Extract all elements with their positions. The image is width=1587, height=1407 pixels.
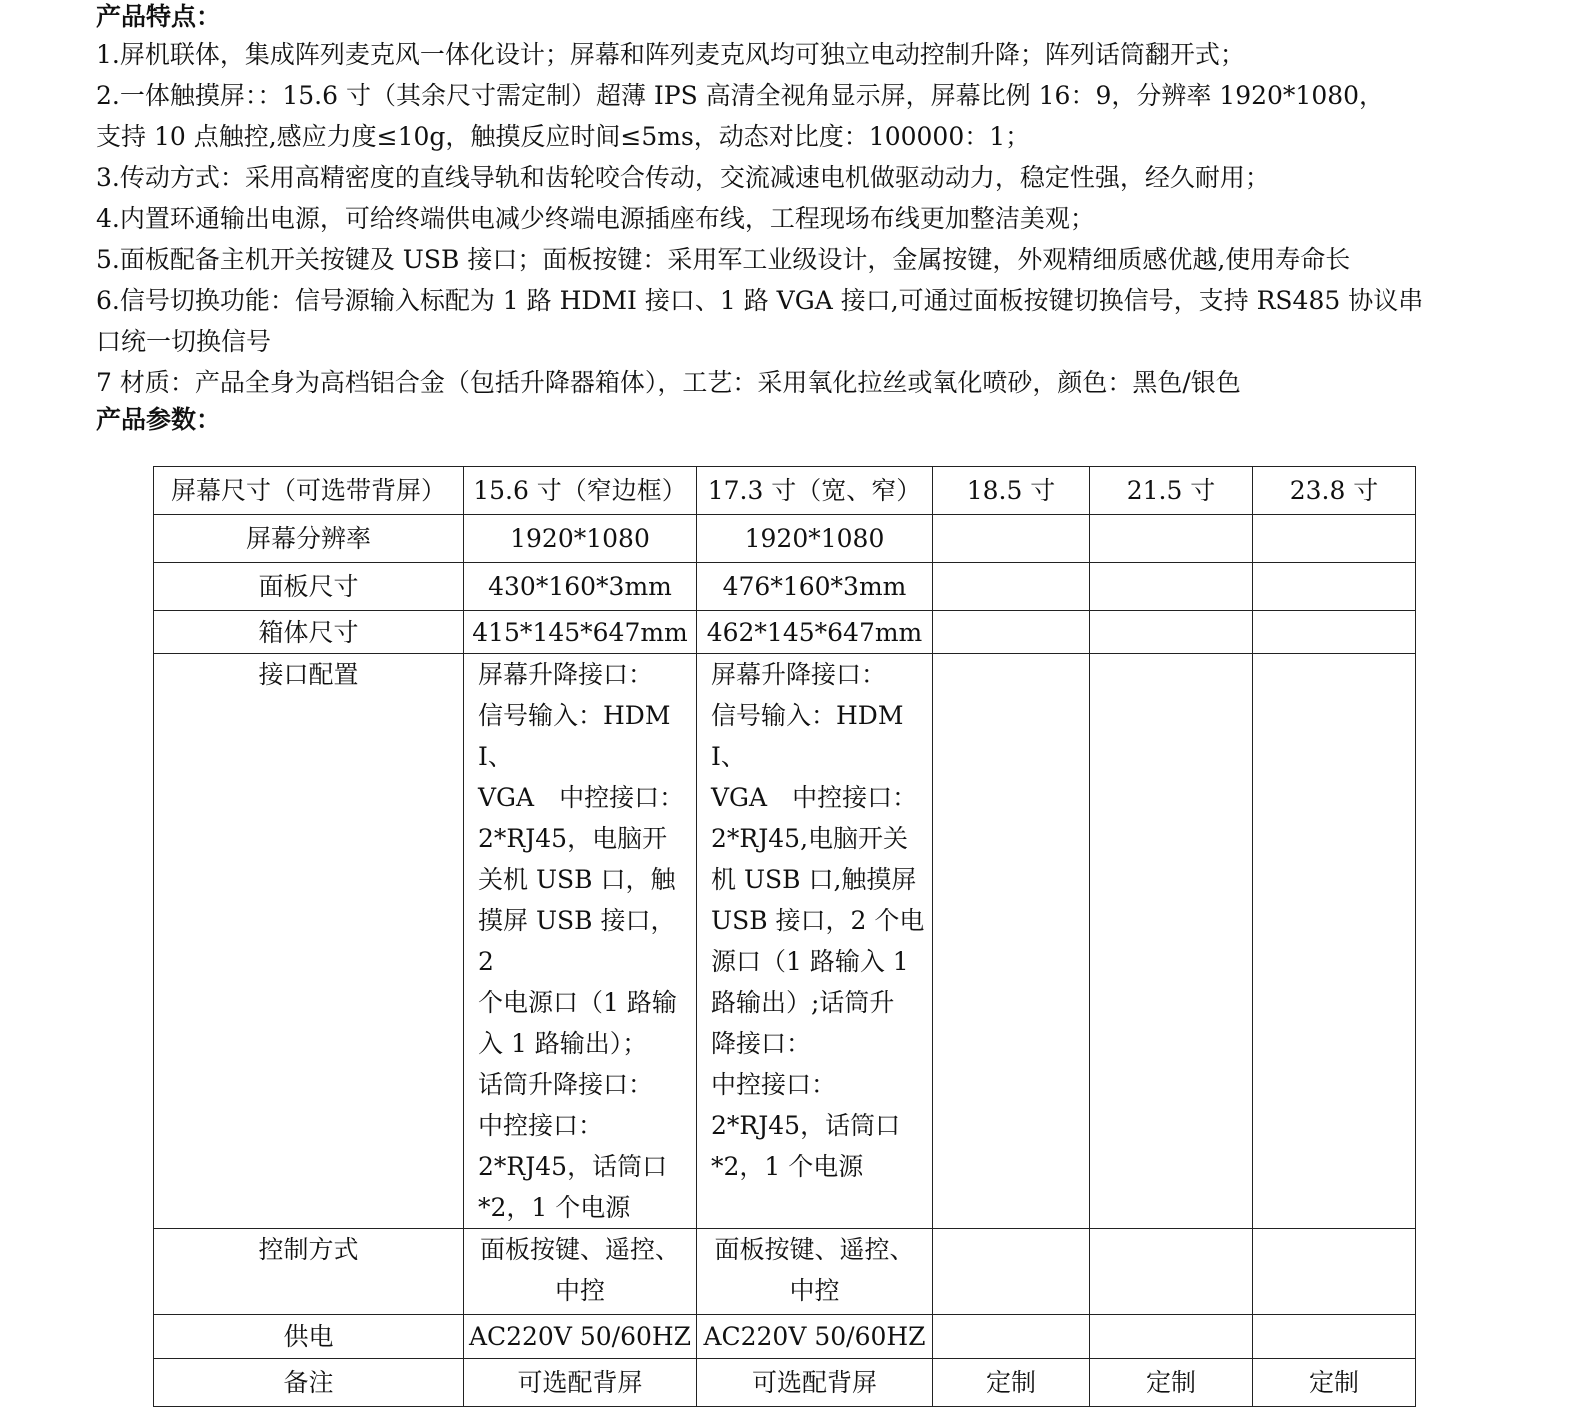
table-cell	[1253, 1229, 1416, 1315]
interface-line: *2，1 个电源	[478, 1193, 631, 1222]
table-cell: 476*160*3mm	[697, 563, 933, 611]
control-cell-17-3	[697, 1229, 933, 1315]
table-cell	[1253, 563, 1416, 611]
interface-line: 入 1 路输出）；	[478, 1029, 648, 1058]
table-cell	[1253, 611, 1416, 654]
table-cell	[933, 563, 1090, 611]
feature-line-4: 3.传动方式：采用高精密度的直线导轨和齿轮咬合传动，交流减速电机做驱动动力，稳定性强，经久耐用；	[96, 163, 1270, 192]
interface-line: 源口（1 路输入 1	[711, 947, 909, 976]
features-heading: 产品特点：	[96, 2, 222, 31]
table-cell	[1090, 611, 1253, 654]
row-label: 供电	[154, 1315, 464, 1359]
row-label: 面板尺寸	[154, 563, 464, 611]
interface-line: 中控接口：	[478, 1111, 604, 1140]
header-cell: 23.8 寸	[1253, 467, 1416, 515]
table-cell	[933, 1229, 1090, 1315]
table-cell	[933, 654, 1090, 1229]
control-line: 面板按键、遥控、	[479, 1235, 680, 1264]
table-cell: 定制	[1090, 1359, 1253, 1407]
spec-table	[153, 466, 1416, 1407]
interface-line: 2*RJ45，电脑开	[478, 824, 668, 853]
feature-list	[96, 34, 1556, 403]
interface-line: VGA 中控接口：	[478, 783, 685, 812]
header-cell: 屏幕尺寸（可选带背屏）	[154, 467, 464, 515]
table-cell	[933, 515, 1090, 563]
remark-row	[154, 1359, 1416, 1407]
control-row	[154, 1229, 1416, 1315]
table-cell: 1920*1080	[464, 515, 697, 563]
table-cell	[1090, 515, 1253, 563]
interface-line: 话筒升降接口：	[478, 1070, 654, 1099]
interface-line: 中控接口：	[711, 1070, 837, 1099]
row-label: 接口配置	[154, 654, 464, 1229]
header-cell: 21.5 寸	[1090, 467, 1253, 515]
header-cell: 18.5 寸	[933, 467, 1090, 515]
interface-row	[154, 654, 1416, 1229]
interface-line: 屏幕升降接口：	[711, 660, 887, 689]
control-cell-15-6	[464, 1229, 697, 1315]
header-cell: 15.6 寸（窄边框）	[464, 467, 697, 515]
interface-line: 机 USB 口,触摸屏	[711, 865, 917, 894]
table-cell: 462*145*647mm	[697, 611, 933, 654]
interface-line: 降接口：	[711, 1029, 812, 1058]
interface-line: 路输出）;话筒升	[711, 988, 895, 1017]
row-label: 控制方式	[154, 1229, 464, 1315]
interface-line: 信号输入：HDMI、	[711, 701, 904, 771]
table-cell: 定制	[933, 1359, 1090, 1407]
interface-line: 2*RJ45,电脑开关	[711, 824, 909, 853]
interface-line: 2*RJ45，话筒口	[711, 1111, 901, 1140]
control-line: 面板按键、遥控、	[714, 1235, 915, 1264]
document-body	[96, 0, 1556, 437]
interface-cell-15-6	[464, 654, 697, 1229]
interface-cell-17-3	[697, 654, 933, 1229]
table-cell	[933, 611, 1090, 654]
interface-line: *2，1 个电源	[711, 1152, 864, 1181]
table-cell: AC220V 50/60HZ	[464, 1315, 697, 1359]
interface-line: USB 接口，2 个电	[711, 906, 925, 935]
feature-line-1: 1.屏机联体，集成阵列麦克风一体化设计；屏幕和阵列麦克风均可独立电动控制升降；阵列话筒翻开式；	[96, 40, 1245, 69]
table-cell: 415*145*647mm	[464, 611, 697, 654]
interface-line: 摸屏 USB 接口，2	[478, 906, 676, 976]
table-row	[154, 515, 1416, 563]
header-cell: 17.3 寸（宽、窄）	[697, 467, 933, 515]
feature-line-3: 支持 10 点触控,感应力度≤10g，触摸反应时间≤5ms，动态对比度：100000：1；	[96, 122, 1031, 151]
control-line: 中控	[554, 1276, 605, 1305]
interface-line: 屏幕升降接口：	[478, 660, 654, 689]
feature-line-2: 2.一体触摸屏：：15.6 寸（其余尺寸需定制）超薄 IPS 高清全视角显示屏，屏幕比例 16：9，分辨率 1920*1080，	[96, 81, 1385, 110]
row-label: 箱体尺寸	[154, 611, 464, 654]
table-cell: AC220V 50/60HZ	[697, 1315, 933, 1359]
feature-line-6: 5.面板配备主机开关按键及 USB 接口；面板按键：采用军工业级设计，金属按键，外观精细质感优越,使用寿命长	[96, 245, 1351, 274]
table-row	[154, 563, 1416, 611]
interface-line: 个电源口（1 路输	[478, 988, 677, 1017]
row-label: 屏幕分辨率	[154, 515, 464, 563]
table-header-row	[154, 467, 1416, 515]
table-cell	[1253, 654, 1416, 1229]
table-row	[154, 611, 1416, 654]
interface-line: 信号输入：HDMI、	[478, 701, 671, 771]
table-cell	[1090, 654, 1253, 1229]
feature-line-5: 4.内置环通输出电源，可给终端供电减少终端电源插座布线，工程现场布线更加整洁美观；	[96, 204, 1095, 233]
table-cell: 可选配背屏	[464, 1359, 697, 1407]
interface-line: VGA 中控接口：	[711, 783, 918, 812]
table-cell	[1253, 515, 1416, 563]
control-line: 中控	[789, 1276, 840, 1305]
feature-line-7: 6.信号切换功能：信号源输入标配为 1 路 HDMI 接口、1 路 VGA 接口,可通过面板按键切换信号，支持 RS485 协议串	[96, 286, 1424, 315]
feature-line-8: 口统一切换信号	[96, 327, 272, 356]
table-cell: 1920*1080	[697, 515, 933, 563]
row-label: 备注	[154, 1359, 464, 1407]
interface-line: 2*RJ45，话筒口	[478, 1152, 668, 1181]
feature-line-9: 7 材质：产品全身为高档铝合金（包括升降器箱体），工艺：采用氧化拉丝或氧化喷砂，颜色：黑色/银色	[96, 368, 1241, 397]
table-cell: 定制	[1253, 1359, 1416, 1407]
table-cell: 可选配背屏	[697, 1359, 933, 1407]
table-cell: 430*160*3mm	[464, 563, 697, 611]
table-cell	[1090, 1229, 1253, 1315]
interface-line: 关机 USB 口，触	[478, 865, 676, 894]
params-heading: 产品参数：	[96, 405, 222, 434]
table-cell	[1090, 563, 1253, 611]
